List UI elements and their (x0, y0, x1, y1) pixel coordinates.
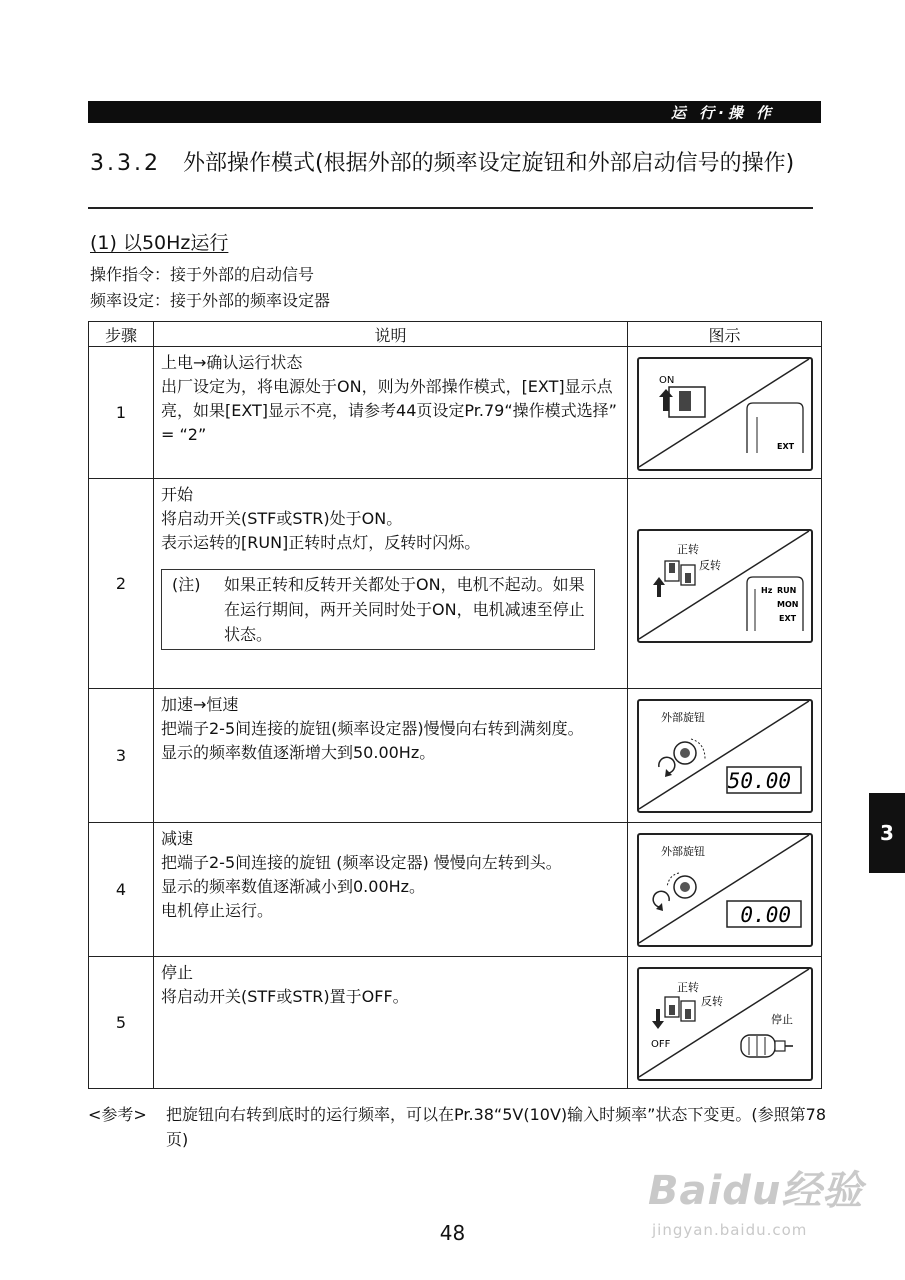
table-row (89, 689, 822, 823)
knob-label: 外部旋钮 (661, 711, 705, 724)
step-description (154, 957, 628, 1089)
figure-cell (628, 479, 822, 689)
hz-indicator: Hz (761, 586, 773, 595)
steps-table (88, 321, 822, 1089)
note-box (161, 569, 595, 650)
frequency-setting-line: 频率设定：接于外部的频率设定器 (90, 291, 331, 310)
watermark-brand: Baidu经验 (648, 1168, 864, 1214)
figure-cell (628, 823, 822, 957)
step-title: 上电→确认运行状态 (161, 353, 303, 372)
step-detail: 显示的频率数值逐渐增大到50.00Hz。 (161, 743, 436, 762)
chapter-tab: 3 (869, 793, 905, 873)
ext-indicator: EXT (777, 442, 795, 451)
step-detail: 把端子2-5间连接的旋钮 (频率设定器) 慢慢向左转到头。 (161, 853, 562, 872)
step-number: 3 (89, 689, 154, 823)
header-desc: 说明 (154, 322, 628, 347)
step-description (154, 823, 628, 957)
figure-cell (628, 957, 822, 1089)
reference-label: <参考> (88, 1105, 147, 1124)
power-on-figure (637, 357, 813, 471)
note-text: 如果正转和反转开关都处于ON，电机不起动。如果在运行期间，两开关同时处于ON，电机减速至停止状态。 (224, 575, 585, 644)
header-fig: 图示 (628, 322, 822, 347)
frequency-display: 50.00 (727, 769, 791, 793)
step-detail: 电机停止运行。 (161, 901, 274, 920)
step-title: 停止 (161, 963, 194, 982)
step-number: 2 (89, 479, 154, 689)
step-title: 开始 (161, 485, 194, 504)
step-detail: 把端子2-5间连接的旋钮(频率设定器)慢慢向右转到满刻度。 (161, 719, 584, 738)
table-row (89, 823, 822, 957)
table-row (89, 957, 822, 1089)
step-detail: 将启动开关(STF或STR)处于ON。 (161, 509, 403, 528)
step-detail: 将启动开关(STF或STR)置于OFF。 (161, 987, 409, 1006)
table-row (89, 479, 822, 689)
section-number: 3.3.2 (90, 151, 161, 176)
operation-command-line: 操作指令：接于外部的启动信号 (90, 265, 315, 284)
subsection-heading: (1) 以50Hz运行 (90, 232, 229, 254)
step-title: 加速→恒速 (161, 695, 239, 714)
knob-clockwise-figure (637, 699, 813, 813)
section-title-text: 外部操作模式(根据外部的频率设定旋钮和外部启动信号的操作) (183, 151, 795, 176)
watermark-url: jingyan.baidu.com (652, 1221, 808, 1239)
table-row (89, 347, 822, 479)
run-indicator: RUN (777, 586, 797, 595)
step-description (154, 347, 628, 479)
chapter-header-label: 运 行·操 作 (670, 104, 775, 122)
mon-indicator: MON (777, 600, 799, 609)
knob-counterclockwise-figure (637, 833, 813, 947)
step-title: 减速 (161, 829, 194, 848)
on-label: ON (659, 375, 675, 386)
chapter-header-bar (88, 101, 821, 123)
page-number: 48 (439, 1221, 466, 1245)
step-detail: 显示的频率数值逐渐减小到0.00Hz。 (161, 877, 426, 896)
step-number: 4 (89, 823, 154, 957)
step-detail: 表示运转的[RUN]正转时点灯，反转时闪烁。 (161, 533, 481, 552)
knob-label: 外部旋钮 (661, 845, 705, 858)
start-switch-figure (637, 529, 813, 643)
header-step: 步骤 (89, 322, 154, 347)
stop-label: 停止 (771, 1013, 793, 1026)
step-detail: 出厂设定为，将电源处于ON，则为外部操作模式，[EXT]显示点亮，如果[EXT]显示不亮，请参考44页设定Pr.79“操作模式选择” = “2” (161, 377, 617, 444)
step-number: 1 (89, 347, 154, 479)
title-rule (88, 207, 813, 209)
reverse-label: 反转 (701, 995, 723, 1008)
forward-label: 正转 (677, 543, 699, 556)
step-description (154, 479, 628, 689)
off-label: OFF (651, 1039, 671, 1050)
ext-indicator: EXT (779, 614, 797, 623)
stop-switch-figure (637, 967, 813, 1081)
figure-cell (628, 689, 822, 823)
forward-label: 正转 (677, 981, 699, 994)
reverse-label: 反转 (699, 559, 721, 572)
reference-text: 把旋钮向右转到底时的运行频率，可以在Pr.38“5V(10V)输入时频率”状态下变更。(参照第78页) (166, 1105, 827, 1149)
note-label: (注) (172, 575, 201, 594)
step-description (154, 689, 628, 823)
step-number: 5 (89, 957, 154, 1089)
frequency-display: 0.00 (740, 903, 791, 927)
figure-cell (628, 347, 822, 479)
